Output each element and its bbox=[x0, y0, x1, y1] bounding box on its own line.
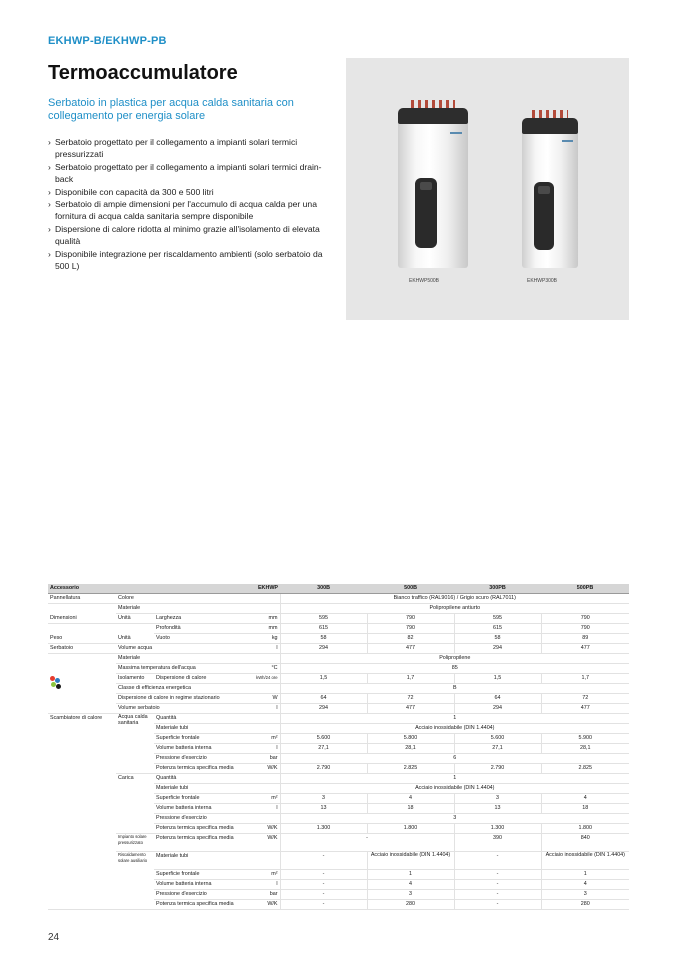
cell-value: 4 bbox=[367, 794, 454, 804]
row-unit bbox=[254, 724, 280, 734]
row-unit bbox=[254, 684, 280, 694]
cell-value: 28,1 bbox=[541, 744, 629, 754]
spec-table bbox=[48, 584, 629, 910]
cell-value: 1.800 bbox=[367, 824, 454, 834]
row-group: Peso bbox=[48, 634, 116, 644]
cell-value: 1 bbox=[541, 870, 629, 880]
cell-value: Acciaio inossidabile (DIN 1.4404) bbox=[280, 724, 629, 734]
cell-value: 4 bbox=[541, 880, 629, 890]
header-500pb: 500PB bbox=[541, 584, 629, 594]
cell-value: 4 bbox=[367, 880, 454, 890]
cell-value: 58 bbox=[280, 634, 367, 644]
cell-value: 5.800 bbox=[367, 734, 454, 744]
row-label: Materiale bbox=[116, 654, 254, 664]
row-label: Impianto solare pressurizzato bbox=[116, 834, 154, 852]
cell-value: Acciaio inossidabile (DIN 1.4404) bbox=[280, 784, 629, 794]
row-sublabel: Pressione d'esercizio bbox=[154, 890, 254, 900]
row-sublabel: Potenza termica specifica media bbox=[154, 824, 254, 834]
row-sublabel: Potenza termica specifica media bbox=[154, 764, 254, 774]
table-row bbox=[48, 704, 629, 714]
cell-value: 790 bbox=[541, 624, 629, 634]
row-label: Isolamento bbox=[116, 674, 154, 684]
cell-value: 840 bbox=[541, 834, 629, 852]
row-unit: °C bbox=[254, 664, 280, 674]
table-row bbox=[48, 664, 629, 674]
row-unit: l bbox=[254, 644, 280, 654]
row-group bbox=[48, 604, 116, 614]
row-label: Unità bbox=[116, 634, 154, 644]
cell-value: - bbox=[454, 900, 541, 910]
cell-value: - bbox=[280, 890, 367, 900]
row-unit: W/K bbox=[254, 900, 280, 910]
cell-value: 1 bbox=[280, 774, 629, 784]
row-unit bbox=[254, 774, 280, 784]
cell-value: Polipropilene antiurto bbox=[280, 604, 629, 614]
cell-value: 294 bbox=[454, 644, 541, 654]
row-label: Massima temperatura dell'acqua bbox=[116, 664, 254, 674]
cell-value: 2.790 bbox=[454, 764, 541, 774]
table-row bbox=[48, 614, 629, 624]
row-unit: l bbox=[254, 880, 280, 890]
cell-value: 477 bbox=[541, 644, 629, 654]
cell-value: 1 bbox=[280, 714, 629, 724]
cell-value: 1,7 bbox=[367, 674, 454, 684]
cell-value: - bbox=[280, 834, 454, 852]
cell-value: 1.300 bbox=[280, 824, 367, 834]
row-sublabel: Quantità bbox=[154, 774, 254, 784]
row-unit: W/K bbox=[254, 764, 280, 774]
row-unit bbox=[254, 594, 280, 604]
cell-value: 1,5 bbox=[454, 674, 541, 684]
row-group: Scambiatore di calore bbox=[48, 714, 116, 910]
cell-value: 790 bbox=[541, 614, 629, 624]
cell-value: 294 bbox=[280, 644, 367, 654]
cell-value: 1 bbox=[367, 870, 454, 880]
row-sublabel: Materiale tubi bbox=[154, 852, 254, 870]
row-unit bbox=[254, 714, 280, 724]
cell-value: 1,5 bbox=[280, 674, 367, 684]
cell-value: - bbox=[454, 870, 541, 880]
row-unit: mm bbox=[254, 614, 280, 624]
row-group bbox=[48, 664, 116, 674]
cell-value: - bbox=[280, 880, 367, 890]
cell-value: 64 bbox=[280, 694, 367, 704]
row-group: Pannellatura bbox=[48, 594, 116, 604]
product-photo bbox=[346, 58, 629, 320]
cell-value: 5.600 bbox=[454, 734, 541, 744]
row-sublabel: Profondità bbox=[154, 624, 254, 634]
feature-item: › Serbatoio di ampie dimensioni per l'accumulo di acqua calda per una fornitura di acqua calda sanitaria sempre disponibile bbox=[48, 198, 338, 223]
table-row bbox=[48, 852, 629, 870]
row-unit: m² bbox=[254, 734, 280, 744]
feature-item: › Disponibile integrazione per riscaldamento ambienti (solo serbatoio da 500 L) bbox=[48, 248, 338, 273]
row-unit bbox=[254, 604, 280, 614]
cell-value: 13 bbox=[454, 804, 541, 814]
cell-value: 89 bbox=[541, 634, 629, 644]
row-sublabel: Pressione d'esercizio bbox=[154, 754, 254, 764]
cell-value: 1.300 bbox=[454, 824, 541, 834]
row-sublabel: Potenza termica specifica media bbox=[154, 900, 254, 910]
row-sublabel: Dispersione di calore bbox=[154, 674, 254, 684]
cell-value: 13 bbox=[280, 804, 367, 814]
cell-value: 82 bbox=[367, 634, 454, 644]
table-header-row bbox=[48, 584, 629, 594]
energy-label-icon bbox=[50, 676, 64, 690]
row-group bbox=[48, 704, 116, 714]
cell-value: 28,1 bbox=[367, 744, 454, 754]
cell-value: 595 bbox=[454, 614, 541, 624]
row-label: Unità bbox=[116, 614, 154, 624]
cell-value: 18 bbox=[541, 804, 629, 814]
row-unit: bar bbox=[254, 890, 280, 900]
row-label: Volume serbatoio bbox=[116, 704, 254, 714]
row-sublabel: Superficie frontale bbox=[154, 870, 254, 880]
row-unit: W bbox=[254, 694, 280, 704]
table-row bbox=[48, 694, 629, 704]
cell-value: 790 bbox=[367, 614, 454, 624]
row-unit: kg bbox=[254, 634, 280, 644]
cell-value: - bbox=[280, 900, 367, 910]
tank-500-image bbox=[398, 100, 468, 268]
feature-item: › Serbatoio progettato per il collegamento a impianti solari termici pressurizzati bbox=[48, 136, 338, 161]
table-row bbox=[48, 684, 629, 694]
cell-value: 3 bbox=[454, 794, 541, 804]
row-label: Carica bbox=[116, 774, 154, 834]
row-sublabel: Materiale tubi bbox=[154, 724, 254, 734]
row-sublabel: Volume batteria interna bbox=[154, 744, 254, 754]
row-sublabel: Volume batteria interna bbox=[154, 804, 254, 814]
row-unit bbox=[254, 852, 280, 870]
cell-value: 58 bbox=[454, 634, 541, 644]
table-row bbox=[48, 604, 629, 614]
row-group: Serbatoio bbox=[48, 644, 116, 654]
cell-value: 3 bbox=[280, 794, 367, 804]
cell-value: 3 bbox=[541, 890, 629, 900]
feature-item: › Dispersione di calore ridotta al minimo grazie all'isolamento di elevata qualità bbox=[48, 223, 338, 248]
cell-value: 390 bbox=[454, 834, 541, 852]
row-sublabel: Superficie frontale bbox=[154, 794, 254, 804]
table-row bbox=[48, 674, 629, 684]
feature-item: › Serbatoio progettato per il collegamento a impianti solari termici drain-back bbox=[48, 161, 338, 186]
table-row bbox=[48, 644, 629, 654]
row-unit: l bbox=[254, 704, 280, 714]
cell-value: - bbox=[280, 870, 367, 880]
cell-value: - bbox=[280, 852, 367, 870]
photo-caption-left: EKHWP500B bbox=[409, 278, 440, 284]
photo-caption-right: EKHWP300B bbox=[527, 278, 558, 284]
header-500b: 500B bbox=[367, 584, 454, 594]
cell-value: Bianco traffico (RAL9016) / Grigio scuro (RAL7011) bbox=[280, 594, 629, 604]
row-unit: kWh/24 ore bbox=[254, 674, 280, 684]
row-group bbox=[48, 654, 116, 664]
row-unit: l bbox=[254, 744, 280, 754]
cell-value: 1,7 bbox=[541, 674, 629, 684]
table-row bbox=[48, 634, 629, 644]
cell-value: 294 bbox=[454, 704, 541, 714]
cell-value: 3 bbox=[367, 890, 454, 900]
cell-value: 4 bbox=[541, 794, 629, 804]
cell-value: 615 bbox=[280, 624, 367, 634]
header-300b: 300B bbox=[280, 584, 367, 594]
table-row bbox=[48, 654, 629, 664]
row-sublabel: Pressione d'esercizio bbox=[154, 814, 254, 824]
cell-value: 6 bbox=[280, 754, 629, 764]
cell-value: 477 bbox=[367, 644, 454, 654]
header-model: EKHWP bbox=[254, 584, 280, 594]
row-sublabel: Potenza termica specifica media bbox=[154, 834, 254, 852]
cell-value: 5.600 bbox=[280, 734, 367, 744]
cell-value: 18 bbox=[367, 804, 454, 814]
row-unit: l bbox=[254, 804, 280, 814]
cell-value: 2.790 bbox=[280, 764, 367, 774]
row-label: Riscaldamento solare ausiliario bbox=[116, 852, 154, 910]
feature-item: › Disponibile con capacità da 300 e 500 litri bbox=[48, 186, 338, 198]
cell-value: 615 bbox=[454, 624, 541, 634]
row-label: Classe di efficienza energetica bbox=[116, 684, 254, 694]
row-group bbox=[48, 624, 116, 634]
cell-value: B bbox=[280, 684, 629, 694]
cell-value: 1.800 bbox=[541, 824, 629, 834]
cell-value: Polipropilene bbox=[280, 654, 629, 664]
row-unit bbox=[254, 784, 280, 794]
cell-value: - bbox=[454, 890, 541, 900]
table-row bbox=[48, 714, 629, 724]
cell-value: - bbox=[454, 852, 541, 870]
row-label: Colore bbox=[116, 594, 254, 604]
subtitle: Serbatoio in plastica per acqua calda sanitaria con collegamento per energia solare bbox=[48, 97, 294, 122]
table-row bbox=[48, 594, 629, 604]
cell-value: 72 bbox=[541, 694, 629, 704]
cell-value: 477 bbox=[367, 704, 454, 714]
cell-value: - bbox=[454, 880, 541, 890]
row-label: Materiale bbox=[116, 604, 254, 614]
cell-value: 72 bbox=[367, 694, 454, 704]
row-sublabel: Volume batteria interna bbox=[154, 880, 254, 890]
row-unit: m² bbox=[254, 794, 280, 804]
cell-value: 5.900 bbox=[541, 734, 629, 744]
product-series: EKHWP-B/EKHWP-PB bbox=[48, 35, 167, 47]
cell-value: 280 bbox=[367, 900, 454, 910]
cell-value: 27,1 bbox=[454, 744, 541, 754]
row-unit: W/K bbox=[254, 824, 280, 834]
table-row bbox=[48, 774, 629, 784]
row-sublabel: Quantità bbox=[154, 714, 254, 724]
table-row bbox=[48, 834, 629, 852]
row-unit: W/K bbox=[254, 834, 280, 852]
energy-label-cell bbox=[48, 674, 116, 694]
cell-value: Acciaio inossidabile (DIN 1.4404) bbox=[367, 852, 454, 870]
cell-value: 595 bbox=[280, 614, 367, 624]
cell-value: 790 bbox=[367, 624, 454, 634]
row-label: Acqua calda sanitaria bbox=[116, 714, 154, 774]
row-unit: bar bbox=[254, 754, 280, 764]
row-sublabel: Larghezza bbox=[154, 614, 254, 624]
row-label: Dispersione di calore in regime stazionario bbox=[116, 694, 254, 704]
feature-list bbox=[48, 136, 338, 272]
cell-value: 2.825 bbox=[367, 764, 454, 774]
row-unit bbox=[254, 654, 280, 664]
cell-value: 64 bbox=[454, 694, 541, 704]
header-300pb: 300PB bbox=[454, 584, 541, 594]
header-accessory: Accessorio bbox=[48, 584, 254, 594]
row-label: Volume acqua bbox=[116, 644, 254, 654]
cell-value: 27,1 bbox=[280, 744, 367, 754]
cell-value: 3 bbox=[280, 814, 629, 824]
row-unit: mm bbox=[254, 624, 280, 634]
page-title: Termoaccumulatore bbox=[48, 62, 238, 84]
cell-value: 280 bbox=[541, 900, 629, 910]
cell-value: Acciaio inossidabile (DIN 1.4404) bbox=[541, 852, 629, 870]
row-label bbox=[116, 624, 154, 634]
row-sublabel: Materiale tubi bbox=[154, 784, 254, 794]
row-sublabel: Vuoto bbox=[154, 634, 254, 644]
tank-300-image bbox=[522, 110, 578, 268]
row-unit bbox=[254, 814, 280, 824]
page-number: 24 bbox=[48, 932, 60, 943]
cell-value: 85 bbox=[280, 664, 629, 674]
cell-value: 477 bbox=[541, 704, 629, 714]
row-sublabel: Superficie frontale bbox=[154, 734, 254, 744]
table-row bbox=[48, 624, 629, 634]
row-group bbox=[48, 694, 116, 704]
row-unit: m² bbox=[254, 870, 280, 880]
cell-value: 2.825 bbox=[541, 764, 629, 774]
row-group: Dimensioni bbox=[48, 614, 116, 624]
cell-value: 294 bbox=[280, 704, 367, 714]
